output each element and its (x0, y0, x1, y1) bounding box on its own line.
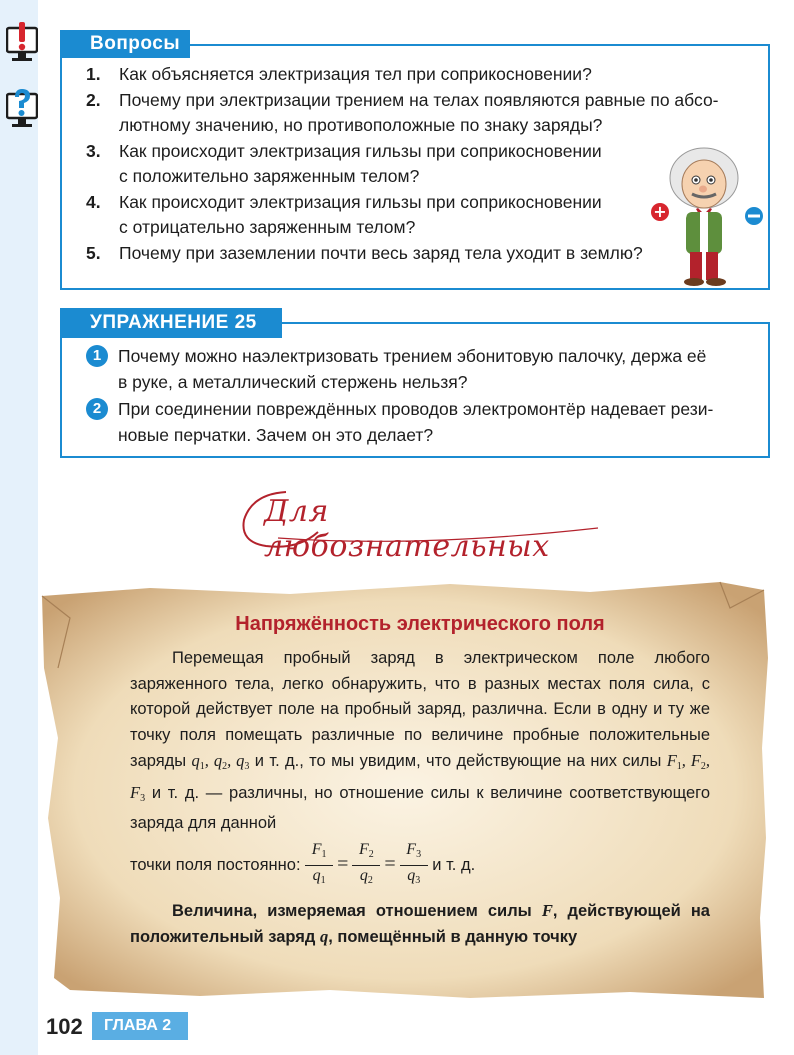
question-text: Почему при заземлении почти весь заряд тела уходит в землю? (119, 242, 643, 263)
curious-section-heading (238, 480, 618, 564)
article-paragraph (130, 646, 710, 837)
question-text-cont: с отрицательно заряженным телом? (119, 217, 416, 237)
exercise-item (92, 396, 758, 448)
article-title: Напряжённость электрического поля (235, 613, 605, 635)
question-text-cont: с положительно заряженным телом? (119, 166, 420, 186)
chapter-label: ГЛАВА 2 (92, 1012, 188, 1040)
question-item (86, 88, 766, 139)
svg-text:+: + (653, 202, 667, 221)
article-text: и т. д., то мы увидим, что действующие на них силы (254, 752, 662, 770)
question-number: 5. (86, 242, 101, 263)
question-number: 1. (86, 64, 101, 84)
exercise-header: УПРАЖНЕНИЕ 25 (60, 308, 282, 338)
article-text: точки поля постоянно: (130, 855, 301, 874)
question-monitor-icon (6, 88, 38, 132)
exercise-number-badge: 1 (86, 345, 108, 367)
exercise-text: Почему можно наэлектризовать трением эбонитовую палочку, держа её (118, 346, 707, 366)
definition-paragraph: Величина, измеряемая отношением силы F, действующей на положительный заряд q, помещённый в данную точку (130, 900, 710, 946)
charge-symbols: $q_1$, $q_2$, $q_3$ (191, 751, 250, 772)
article-text: и т. д. (432, 855, 476, 874)
exercise-item (92, 343, 758, 395)
curious-title-text: Для любознательных (264, 494, 550, 564)
page-number: 102 (46, 1014, 83, 1039)
exercise-text-cont: в руке, а металлический стержень нельзя? (118, 372, 468, 392)
exercise-text: При соединении повреждённых проводов электромонтёр надевает рези- (118, 399, 714, 419)
article-text: и т. д. — различны, но отношение силы к величине соответствующего заряда для данной (130, 783, 710, 832)
question-text-cont: лютному значению, но противоположные по знаку заряды? (119, 115, 603, 135)
question-number: 3. (86, 140, 101, 161)
question-number: 2. (86, 89, 101, 110)
question-text: Почему при электризации трением на телах появляются равные по абсо- (119, 89, 719, 110)
question-text: Как объясняется электризация тел при соприкосновении? (119, 64, 592, 84)
article-block (130, 605, 710, 950)
formula-line (130, 841, 710, 890)
question-item (86, 62, 766, 88)
question-text: Как происходит электризация гильзы при соприкосновении (119, 191, 602, 212)
ratio-formula: $\frac{F_1}{q_1}$ = $\frac{F_2}{q_2}$ = $\frac{F_3}{q_3}$ (305, 841, 428, 890)
question-text: Как происходит электризация гильзы при соприкосновении (119, 140, 602, 161)
exercise-text-cont: новые перчатки. Зачем он это делает? (118, 425, 434, 445)
scientist-mascot-illustration (648, 138, 770, 288)
questions-header: Вопросы (60, 30, 190, 58)
exercise-number-badge: 2 (86, 398, 108, 420)
exclamation-monitor-icon (6, 22, 38, 66)
question-number: 4. (86, 191, 101, 212)
force-symbols: $F_1$, $F_2$, $F_3$ (130, 751, 711, 804)
article-text: Перемещая пробный заряд в электрическом поле любого заряженного тела, легко обнаружить, что в разных местах поля сила, с которой действует поле на пробный заряд, различна. Если в одну и ту же точку поля помещать различные по величине пробные положительные заряды (130, 649, 710, 770)
